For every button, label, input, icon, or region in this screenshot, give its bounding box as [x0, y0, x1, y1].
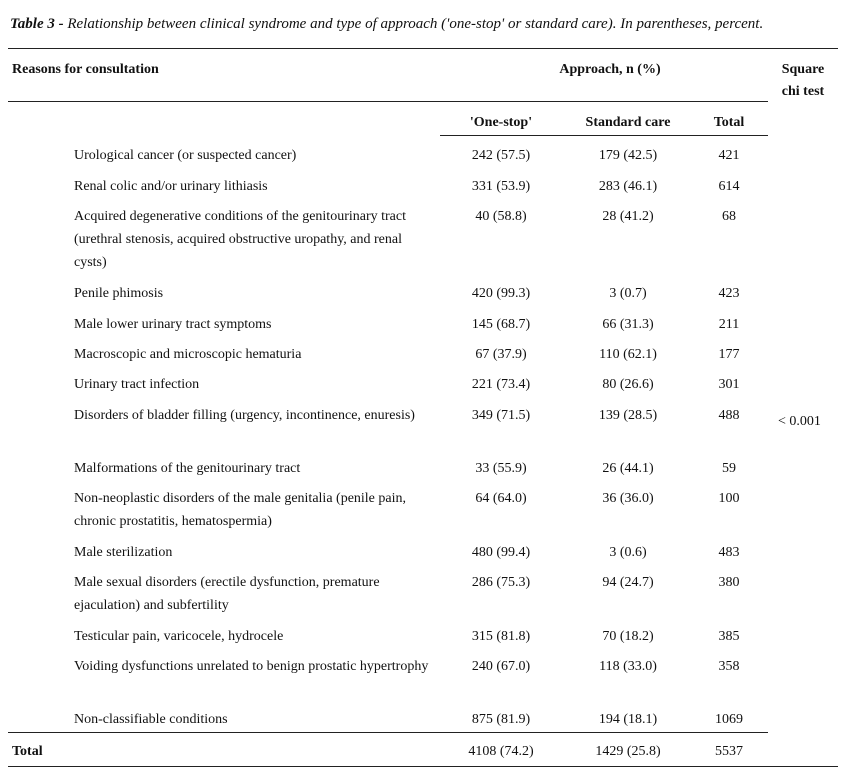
row-one-stop: 242 (57.5) [471, 148, 531, 163]
chi-test-value: < 0.001 [778, 414, 821, 429]
row-reason: Voiding dysfunctions unrelated to benign prostatic hypertrophy [74, 659, 429, 674]
row-reason: Disorders of bladder filling (urgency, incontinence, enuresis) [74, 408, 415, 423]
row-standard-care: 94 (24.7) [602, 575, 654, 590]
row-standard-care: 80 (26.6) [602, 377, 654, 392]
header-approach: Approach, n (%) [559, 62, 661, 77]
row-total: 68 [722, 209, 736, 224]
row-total: 301 [718, 377, 740, 392]
row-reason: Testicular pain, varicocele, hydrocele [74, 629, 284, 644]
row-total: 1069 [715, 712, 743, 727]
row-reason: Malformations of the genitourinary tract [74, 461, 301, 476]
row-total: 358 [718, 659, 740, 674]
row-standard-care: 110 (62.1) [599, 347, 657, 362]
row-total: 483 [718, 545, 740, 560]
row-total: 100 [718, 491, 740, 506]
row-total: 177 [718, 347, 740, 362]
row-total: 211 [718, 317, 740, 332]
row-reason: Penile phimosis [74, 286, 164, 301]
row-reason: Male sexual disorders (erectile dysfunction, premature ejaculation) and subfertility [74, 575, 380, 613]
row-total: 385 [718, 629, 740, 644]
row-one-stop: 67 (37.9) [475, 347, 527, 362]
header-chi-line2: chi test [781, 84, 825, 99]
row-one-stop: 480 (99.4) [471, 545, 531, 560]
row-reason: Non-neoplastic disorders of the male genitalia (penile pain, chronic prostatitis, hematospermia) [74, 491, 407, 529]
subheader-total: Total [713, 115, 745, 130]
header-chi-line1: Square [781, 62, 825, 77]
row-one-stop: 315 (81.8) [471, 629, 531, 644]
row-standard-care: 139 (28.5) [598, 408, 658, 423]
subheader-standard-care: Standard care [585, 115, 671, 130]
row-standard-care: 26 (44.1) [602, 461, 654, 476]
row-total: 380 [718, 575, 740, 590]
total-standard-care: 1429 (25.8) [595, 744, 661, 759]
row-standard-care: 3 (0.7) [609, 286, 647, 301]
row-total: 488 [718, 408, 740, 423]
row-one-stop: 145 (68.7) [471, 317, 531, 332]
row-total: 59 [722, 461, 736, 476]
row-one-stop: 349 (71.5) [471, 408, 531, 423]
row-one-stop: 240 (67.0) [471, 659, 531, 674]
header-reasons: Reasons for consultation [12, 62, 159, 77]
total-total: 5537 [715, 744, 743, 759]
row-standard-care: 66 (31.3) [602, 317, 654, 332]
row-standard-care: 283 (46.1) [598, 179, 658, 194]
row-one-stop: 40 (58.8) [475, 209, 527, 224]
row-one-stop: 331 (53.9) [471, 179, 531, 194]
subheader-rule [440, 135, 768, 136]
row-reason: Renal colic and/or urinary lithiasis [74, 179, 268, 194]
row-standard-care: 118 (33.0) [599, 659, 657, 674]
row-one-stop: 875 (81.9) [471, 712, 531, 727]
row-total: 614 [718, 179, 740, 194]
row-standard-care: 3 (0.6) [609, 545, 647, 560]
row-reason: Non-classifiable conditions [74, 712, 228, 727]
table-caption-text: Relationship between clinical syndrome and type of approach ('one-stop' or standard care). In parentheses, percent. [63, 16, 764, 32]
row-total: 421 [718, 148, 740, 163]
row-reason: Macroscopic and microscopic hematuria [74, 347, 302, 362]
row-reason: Urological cancer (or suspected cancer) [74, 148, 297, 163]
row-one-stop: 221 (73.4) [471, 377, 531, 392]
row-reason: Male sterilization [74, 545, 173, 560]
row-standard-care: 194 (18.1) [598, 712, 658, 727]
row-standard-care: 179 (42.5) [598, 148, 658, 163]
row-standard-care: 28 (41.2) [602, 209, 654, 224]
row-total: 423 [718, 286, 740, 301]
table-bottom-rule [8, 766, 838, 767]
header-rule [8, 101, 768, 102]
row-one-stop: 64 (64.0) [475, 491, 527, 506]
row-one-stop: 420 (99.3) [471, 286, 531, 301]
subheader-one-stop: 'One-stop' [469, 115, 533, 130]
row-reason: Male lower urinary tract symptoms [74, 317, 272, 332]
row-reason: Urinary tract infection [74, 377, 200, 392]
row-one-stop: 33 (55.9) [475, 461, 527, 476]
row-one-stop: 286 (75.3) [471, 575, 531, 590]
table-caption-lead: Table 3 - [10, 16, 64, 32]
table-caption [10, 16, 850, 33]
total-one-stop: 4108 (74.2) [468, 744, 534, 759]
total-top-rule [8, 732, 768, 733]
table-top-rule [8, 48, 838, 49]
row-reason: Acquired degenerative conditions of the genitourinary tract (urethral stenosis, acquired obstructive uropathy, and renal cysts) [74, 209, 406, 270]
row-standard-care: 70 (18.2) [602, 629, 654, 644]
row-standard-care: 36 (36.0) [602, 491, 654, 506]
total-label: Total [12, 744, 43, 759]
